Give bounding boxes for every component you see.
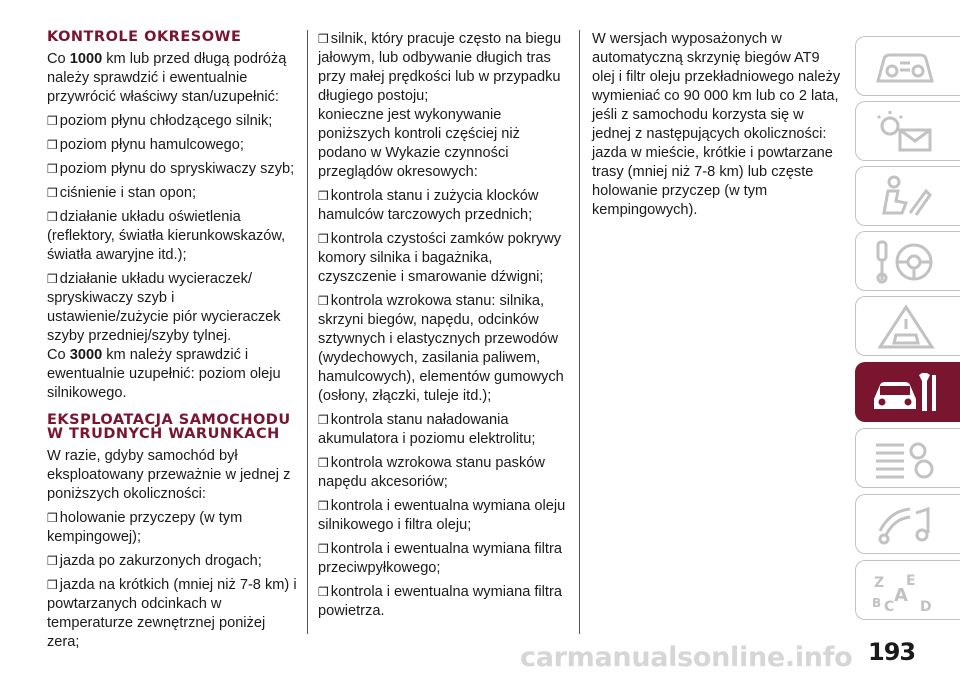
bullet-icon: ❒: [47, 272, 58, 286]
list-item: ❒ kontrola wzrokowa stanu pasków napędu akcesoriów;: [318, 455, 545, 490]
list-item: ❒ działanie układu oświetlenia (reflektory, światła kierunkowskazów, światła awaryjne itd.);: [47, 209, 286, 263]
svg-text:C: C: [884, 599, 895, 615]
bullet-icon: ❒: [47, 114, 58, 128]
list-item: ❒ kontrola stanu naładowania akumulatora i poziomu elektrolitu;: [318, 412, 536, 447]
list-item: ❒ silnik, który pracuje często na biegu jałowym, lub odbywanie długich tras przy małej prędkości lub w przypadku długiego postoju;: [318, 31, 562, 104]
technical-data-icon: [870, 435, 940, 483]
svg-text:A: A: [894, 585, 908, 606]
bullet-icon: ❒: [318, 232, 329, 246]
column-3: [592, 30, 844, 225]
list-item: ❒ działanie układu wycieraczek/ spryskiwaczy szyb i ustawienie/zużycie piór wycieraczek szyby przedniej/szyby tylnej.: [47, 271, 281, 344]
list-item: ❒ jazda po zakurzonych drogach;: [47, 553, 262, 569]
car-dashboard-icon: [870, 43, 940, 91]
tab-key-steering-wheel[interactable]: [855, 231, 960, 291]
bullet-icon: ❒: [318, 32, 329, 46]
bullet-icon: ❒: [47, 554, 58, 568]
bullet-icon: ❒: [318, 456, 329, 470]
list-item: ❒ kontrola wzrokowa stanu: silnika, skrzyni biegów, napędu, odcinków sztywnych i elastycznych przewodów (wydechowych, zasilania paliwem, hamulcowych), elementów gumowych (osłony, złączki, tuleje itd.);: [318, 293, 564, 404]
car-maintenance-icon: [870, 369, 940, 417]
bullet-icon: ❒: [47, 186, 58, 200]
tab-car-dashboard[interactable]: [855, 36, 960, 96]
bullet-icon: ❒: [318, 413, 329, 427]
bullet-icon: ❒: [318, 585, 329, 599]
column-1: [47, 30, 299, 652]
seat-airbag-icon: [870, 173, 940, 221]
column-2: [318, 30, 570, 626]
page-number: 193: [868, 638, 916, 666]
list-item: ❒ kontrola i ewentualna wymiana filtra przeciwpyłkowego;: [318, 541, 562, 576]
svg-text:E: E: [906, 573, 916, 589]
list-item: ❒ poziom płynu do spryskiwaczy szyb;: [47, 161, 295, 177]
bullet-icon: ❒: [318, 499, 329, 513]
list-item: ❒ kontrola i ewentualna wymiana filtra powietrza.: [318, 584, 562, 619]
tab-multimedia[interactable]: [855, 494, 960, 554]
column-divider: [579, 30, 580, 634]
column-divider: [307, 30, 308, 634]
tab-seat-airbag[interactable]: [855, 166, 960, 226]
warning-lights-icon: [870, 108, 940, 156]
watermark: carmanualsonline.info: [520, 642, 853, 673]
car-breakdown-icon: [870, 303, 940, 351]
list-item: ❒ kontrola stanu i zużycia klocków hamulców tarczowych przednich;: [318, 188, 539, 223]
list-item: ❒ kontrola czystości zamków pokrywy komory silnika i bagażnika, czyszczenie i smarowanie dźwigni;: [318, 231, 562, 285]
bullet-icon: ❒: [47, 162, 58, 176]
tab-warning-lights[interactable]: [855, 101, 960, 161]
list-item: ❒ poziom płynu hamulcowego;: [47, 137, 244, 153]
bullet-icon: ❒: [47, 210, 58, 224]
multimedia-icon: [870, 501, 940, 549]
bullet-icon: ❒: [47, 578, 58, 592]
bullet-icon: ❒: [47, 511, 58, 525]
list-item: ❒ holowanie przyczepy (w tym kempingowej);: [47, 510, 243, 545]
list-item: ❒ ciśnienie i stan opon;: [47, 185, 197, 201]
paragraph-1000km: Co 1000 km lub przed długą podróżą należy sprawdzić i ewentualnie przywrócić właściwy stan/uzupełnić:: [47, 51, 287, 105]
tab-technical-data[interactable]: [855, 428, 960, 488]
list-item: ❒ poziom płynu chłodzącego silnik;: [47, 113, 273, 129]
svg-text:B: B: [872, 596, 882, 610]
list-item: ❒ jazda na krótkich (mniej niż 7-8 km) i powtarzanych odcinkach w temperaturze zewnętrznej poniżej zera;: [47, 577, 297, 650]
heading-periodic-checks: KONTROLE OKRESOWE: [47, 29, 242, 45]
key-steering-wheel-icon: [870, 238, 940, 286]
tab-car-maintenance[interactable]: [855, 362, 960, 422]
svg-text:D: D: [920, 599, 932, 615]
km-3000: 3000: [69, 347, 103, 363]
bullet-icon: ❒: [318, 189, 329, 203]
heading-hard-conditions: EKSPLOATACJA SAMOCHODU W TRUDNYCH WARUNKACH: [47, 412, 291, 442]
tab-index[interactable]: [855, 560, 960, 620]
index-icon: [870, 567, 940, 615]
bullet-icon: ❒: [318, 542, 329, 556]
bullet-icon: ❒: [47, 138, 58, 152]
list-item: ❒ kontrola i ewentualna wymiana oleju silnikowego i filtra oleju;: [318, 498, 566, 533]
km-1000: 1000: [69, 51, 103, 67]
paragraph-checks-frequency: konieczne jest wykonywanie poniższych kontroli częściej niż podano w Wykazie czynności przeglądów okresowych:: [318, 107, 520, 180]
paragraph-automatic-gearbox: W wersjach wyposażonych w automatyczną skrzynię biegów AT9 olej i filtr oleju przekładniowego należy wymieniać co 90 000 km lub co 2 lata, jeśli z samochodu korzysta się w jednej z następujących okoliczności: jazda w mieście, krótkie i powtarzane trasy (mniej niż 7-8 km) lub częste holowanie przyczep (w tym kempingowych).: [592, 31, 841, 218]
paragraph-conditions: W razie, gdyby samochód był eksploatowany przeważnie w jednej z poniższych okoliczności:: [47, 448, 291, 502]
tab-car-breakdown[interactable]: [855, 296, 960, 356]
svg-text:Z: Z: [874, 575, 885, 591]
bullet-icon: ❒: [318, 294, 329, 308]
paragraph-3000km: Co 3000 km należy sprawdzić i ewentualnie uzupełnić: poziom oleju silnikowego.: [47, 347, 281, 401]
